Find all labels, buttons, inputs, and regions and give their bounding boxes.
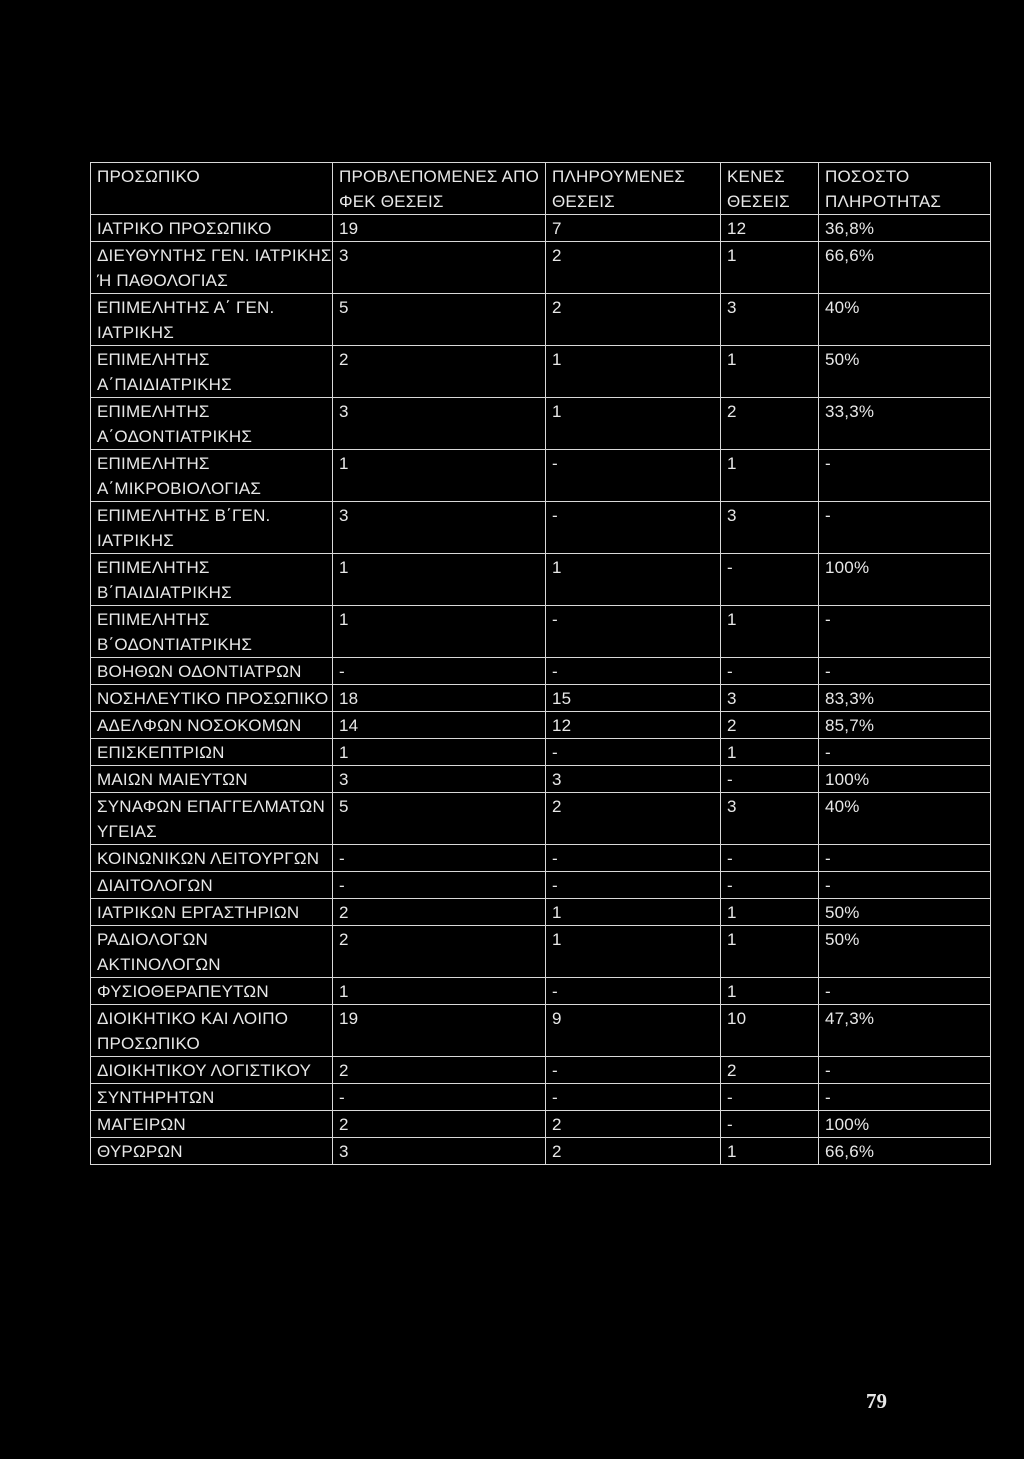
staff-category-cell: ΕΠΙΜΕΛΗΤΗΣ Α΄ΟΔΟΝΤΙΑΤΡΙΚΗΣ [91, 398, 333, 450]
staff-category-cell: ΕΠΙΜΕΛΗΤΗΣ Β΄ΟΔΟΝΤΙΑΤΡΙΚΗΣ [91, 606, 333, 658]
filled-positions-cell: 2 [546, 793, 721, 845]
fill-percentage-cell: 83,3% [819, 685, 991, 712]
vacant-positions-cell: - [721, 554, 819, 606]
fill-percentage-cell: 66,6% [819, 1138, 991, 1165]
staff-category-cell: ΚΟΙΝΩΝΙΚΩΝ ΛΕΙΤΟΥΡΓΩΝ [91, 845, 333, 872]
staff-category-cell: ΔΙΟΙΚΗΤΙΚΟ ΚΑΙ ΛΟΙΠΟ ΠΡΟΣΩΠΙΚΟ [91, 1005, 333, 1057]
table-row [91, 658, 991, 685]
fill-percentage-cell: 85,7% [819, 712, 991, 739]
table-row [91, 872, 991, 899]
fill-percentage-cell: 47,3% [819, 1005, 991, 1057]
filled-positions-cell: 2 [546, 1138, 721, 1165]
filled-positions-cell: 2 [546, 242, 721, 294]
planned-positions-cell: 3 [333, 766, 546, 793]
vacant-positions-cell: - [721, 872, 819, 899]
staff-category-cell: ΜΑΙΩΝ ΜΑΙΕΥΤΩΝ [91, 766, 333, 793]
staff-category-cell: ΕΠΙΜΕΛΗΤΗΣ Α΄ ΓΕΝ. ΙΑΤΡΙΚΗΣ [91, 294, 333, 346]
filled-positions-cell: 9 [546, 1005, 721, 1057]
table-row [91, 899, 991, 926]
vacant-positions-cell: 12 [721, 215, 819, 242]
filled-positions-cell: 2 [546, 1111, 721, 1138]
table-row [91, 398, 991, 450]
planned-positions-cell: 2 [333, 1111, 546, 1138]
planned-positions-cell: 3 [333, 502, 546, 554]
vacant-positions-cell: - [721, 766, 819, 793]
planned-positions-cell: 3 [333, 398, 546, 450]
table-row [91, 1138, 991, 1165]
planned-positions-cell: 1 [333, 978, 546, 1005]
planned-positions-cell: 5 [333, 294, 546, 346]
table-row [91, 346, 991, 398]
planned-positions-cell: 19 [333, 215, 546, 242]
table-row [91, 215, 991, 242]
table-row [91, 845, 991, 872]
staff-category-cell: ΙΑΤΡΙΚΟ ΠΡΟΣΩΠΙΚΟ [91, 215, 333, 242]
staff-category-cell: ΔΙΑΙΤΟΛΟΓΩΝ [91, 872, 333, 899]
table-row [91, 766, 991, 793]
planned-positions-cell: 2 [333, 1057, 546, 1084]
fill-percentage-cell: - [819, 1057, 991, 1084]
planned-positions-cell: 14 [333, 712, 546, 739]
vacant-positions-cell: 1 [721, 978, 819, 1005]
header-planned-positions: ΠΡΟΒΛΕΠΟΜΕΝΕΣ ΑΠΟ ΦΕΚ ΘΕΣΕΙΣ [333, 163, 546, 215]
table-row [91, 502, 991, 554]
vacant-positions-cell: 1 [721, 450, 819, 502]
vacant-positions-cell: 1 [721, 926, 819, 978]
vacant-positions-cell: 2 [721, 712, 819, 739]
filled-positions-cell: - [546, 739, 721, 766]
vacant-positions-cell: - [721, 845, 819, 872]
planned-positions-cell: 1 [333, 554, 546, 606]
table-body [91, 215, 991, 1165]
vacant-positions-cell: - [721, 1084, 819, 1111]
vacant-positions-cell: 1 [721, 899, 819, 926]
vacant-positions-cell: 1 [721, 346, 819, 398]
planned-positions-cell: 19 [333, 1005, 546, 1057]
fill-percentage-cell: 66,6% [819, 242, 991, 294]
table-row [91, 712, 991, 739]
table-row [91, 242, 991, 294]
fill-percentage-cell: 50% [819, 346, 991, 398]
table-row [91, 1084, 991, 1111]
table-row [91, 978, 991, 1005]
planned-positions-cell: 1 [333, 606, 546, 658]
staff-category-cell: ΔΙΕΥΘΥΝΤΗΣ ΓΕΝ. ΙΑΤΡΙΚΗΣ Ή ΠΑΘΟΛΟΓΙΑΣ [91, 242, 333, 294]
header-vacant-positions: ΚΕΝΕΣ ΘΕΣΕΙΣ [721, 163, 819, 215]
planned-positions-cell: 18 [333, 685, 546, 712]
staff-category-cell: ΜΑΓΕΙΡΩΝ [91, 1111, 333, 1138]
staff-category-cell: ΔΙΟΙΚΗΤΙΚΟΥ ΛΟΓΙΣΤΙΚΟΥ [91, 1057, 333, 1084]
fill-percentage-cell: 33,3% [819, 398, 991, 450]
staff-category-cell: ΣΥΝΑΦΩΝ ΕΠΑΓΓΕΛΜΑΤΩΝ ΥΓΕΙΑΣ [91, 793, 333, 845]
fill-percentage-cell: 36,8% [819, 215, 991, 242]
vacant-positions-cell: - [721, 658, 819, 685]
vacant-positions-cell: 3 [721, 502, 819, 554]
table-row [91, 685, 991, 712]
filled-positions-cell: 3 [546, 766, 721, 793]
staff-category-cell: ΕΠΙΜΕΛΗΤΗΣ Α΄ΠΑΙΔΙΑΤΡΙΚΗΣ [91, 346, 333, 398]
table-row [91, 294, 991, 346]
filled-positions-cell: 1 [546, 346, 721, 398]
vacant-positions-cell: 1 [721, 606, 819, 658]
staff-category-cell: ΡΑΔΙΟΛΟΓΩΝ ΑΚΤΙΝΟΛΟΓΩΝ [91, 926, 333, 978]
vacant-positions-cell: 10 [721, 1005, 819, 1057]
filled-positions-cell: - [546, 658, 721, 685]
filled-positions-cell: - [546, 845, 721, 872]
fill-percentage-cell: - [819, 502, 991, 554]
planned-positions-cell: - [333, 658, 546, 685]
filled-positions-cell: 15 [546, 685, 721, 712]
filled-positions-cell: 1 [546, 398, 721, 450]
vacant-positions-cell: 1 [721, 242, 819, 294]
vacant-positions-cell: 2 [721, 1057, 819, 1084]
filled-positions-cell: 2 [546, 294, 721, 346]
fill-percentage-cell: - [819, 658, 991, 685]
staff-category-cell: ΙΑΤΡΙΚΩΝ ΕΡΓΑΣΤΗΡΙΩΝ [91, 899, 333, 926]
planned-positions-cell: - [333, 872, 546, 899]
fill-percentage-cell: - [819, 978, 991, 1005]
fill-percentage-cell: 100% [819, 766, 991, 793]
vacant-positions-cell: 2 [721, 398, 819, 450]
vacant-positions-cell: - [721, 1111, 819, 1138]
header-filled-positions: ΠΛΗΡΟΥΜΕΝΕΣ ΘΕΣΕΙΣ [546, 163, 721, 215]
header-fill-percentage: ΠΟΣΟΣΤΟ ΠΛΗΡΟΤΗΤΑΣ [819, 163, 991, 215]
header-staff: ΠΡΟΣΩΠΙΚΟ [91, 163, 333, 215]
fill-percentage-cell: 100% [819, 1111, 991, 1138]
table-row [91, 1111, 991, 1138]
vacant-positions-cell: 3 [721, 793, 819, 845]
planned-positions-cell: 3 [333, 1138, 546, 1165]
staff-category-cell: ΣΥΝΤΗΡΗΤΩΝ [91, 1084, 333, 1111]
staff-category-cell: ΕΠΙΜΕΛΗΤΗΣ Α΄ΜΙΚΡΟΒΙΟΛΟΓΙΑΣ [91, 450, 333, 502]
filled-positions-cell: 12 [546, 712, 721, 739]
staff-category-cell: ΕΠΙΜΕΛΗΤΗΣ Β΄ΠΑΙΔΙΑΤΡΙΚΗΣ [91, 554, 333, 606]
filled-positions-cell: - [546, 1057, 721, 1084]
vacant-positions-cell: 1 [721, 1138, 819, 1165]
table-row [91, 1005, 991, 1057]
fill-percentage-cell: 40% [819, 294, 991, 346]
fill-percentage-cell: 50% [819, 926, 991, 978]
staff-category-cell: ΑΔΕΛΦΩΝ ΝΟΣΟΚΟΜΩΝ [91, 712, 333, 739]
fill-percentage-cell: - [819, 739, 991, 766]
filled-positions-cell: - [546, 978, 721, 1005]
planned-positions-cell: 1 [333, 450, 546, 502]
planned-positions-cell: - [333, 845, 546, 872]
filled-positions-cell: 7 [546, 215, 721, 242]
planned-positions-cell: - [333, 1084, 546, 1111]
planned-positions-cell: 2 [333, 899, 546, 926]
staff-category-cell: ΕΠΙΜΕΛΗΤΗΣ Β΄ΓΕΝ. ΙΑΤΡΙΚΗΣ [91, 502, 333, 554]
staff-category-cell: ΘΥΡΩΡΩΝ [91, 1138, 333, 1165]
table-row [91, 793, 991, 845]
filled-positions-cell: - [546, 606, 721, 658]
fill-percentage-cell: 50% [819, 899, 991, 926]
staff-category-cell: ΕΠΙΣΚΕΠΤΡΙΩΝ [91, 739, 333, 766]
fill-percentage-cell: - [819, 1084, 991, 1111]
staff-category-cell: ΒΟΗΘΩΝ ΟΔΟΝΤΙΑΤΡΩΝ [91, 658, 333, 685]
planned-positions-cell: 1 [333, 739, 546, 766]
filled-positions-cell: - [546, 872, 721, 899]
table-row [91, 926, 991, 978]
fill-percentage-cell: - [819, 872, 991, 899]
staffing-table [90, 162, 991, 1165]
planned-positions-cell: 5 [333, 793, 546, 845]
fill-percentage-cell: - [819, 450, 991, 502]
table-row [91, 739, 991, 766]
planned-positions-cell: 3 [333, 242, 546, 294]
vacant-positions-cell: 3 [721, 685, 819, 712]
fill-percentage-cell: - [819, 606, 991, 658]
header-row [91, 163, 991, 215]
filled-positions-cell: 1 [546, 554, 721, 606]
vacant-positions-cell: 3 [721, 294, 819, 346]
table-row [91, 554, 991, 606]
fill-percentage-cell: - [819, 845, 991, 872]
staff-category-cell: ΝΟΣΗΛΕΥΤΙΚΟ ΠΡΟΣΩΠΙΚΟ [91, 685, 333, 712]
page-number: 79 [866, 1389, 887, 1413]
table-row [91, 1057, 991, 1084]
vacant-positions-cell: 1 [721, 739, 819, 766]
filled-positions-cell: 1 [546, 899, 721, 926]
filled-positions-cell: - [546, 502, 721, 554]
filled-positions-cell: - [546, 450, 721, 502]
planned-positions-cell: 2 [333, 926, 546, 978]
fill-percentage-cell: 100% [819, 554, 991, 606]
staff-category-cell: ΦΥΣΙΟΘΕΡΑΠΕΥΤΩΝ [91, 978, 333, 1005]
filled-positions-cell: - [546, 1084, 721, 1111]
fill-percentage-cell: 40% [819, 793, 991, 845]
planned-positions-cell: 2 [333, 346, 546, 398]
table-row [91, 450, 991, 502]
filled-positions-cell: 1 [546, 926, 721, 978]
table-row [91, 606, 991, 658]
